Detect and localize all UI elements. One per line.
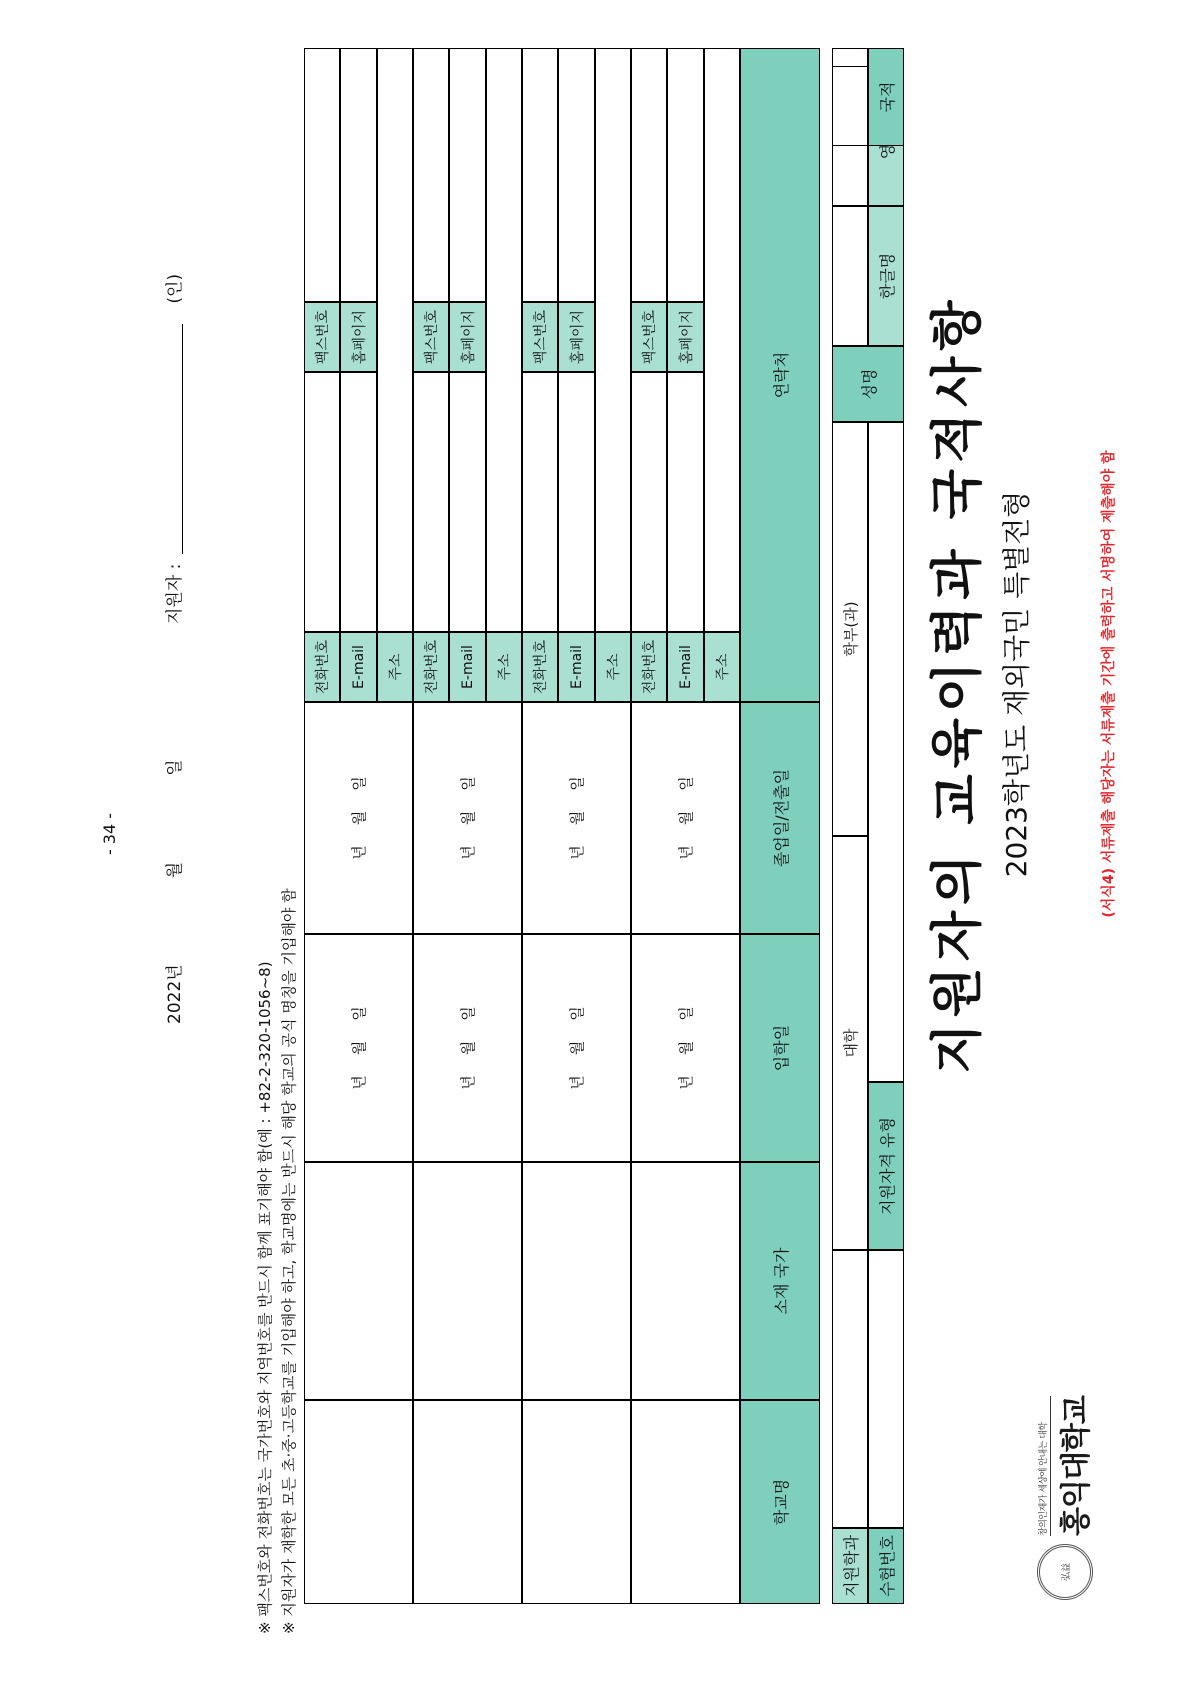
phone-label: 전화번호 (413, 632, 449, 702)
school-name-cell[interactable] (522, 1400, 631, 1604)
email-label: E-mail (340, 632, 377, 702)
fax-input[interactable] (631, 48, 667, 302)
qual-type-label: 지원자격 유형 (868, 1082, 904, 1250)
university-seal-icon: 弘益 (1037, 1544, 1093, 1600)
entry-date-cell[interactable]: 년 월 일 (304, 934, 413, 1162)
phone-input[interactable] (522, 372, 558, 632)
signature-seal: (인) (165, 273, 185, 304)
school-name-cell[interactable] (631, 1400, 740, 1604)
page-subtitle: 2023학년도 재외국민 특별전형 (1000, 490, 1033, 878)
submission-notice: (서식4) 서류제출 해당자는 서류제출 기간에 출력하고 서명하여 제출해야 함 (1101, 450, 1117, 918)
homepage-label: 홈페이지 (449, 302, 486, 372)
korean-name-label: 한글명 (868, 206, 904, 346)
entry-date-cell[interactable]: 년 월 일 (631, 934, 740, 1162)
school-name-header: 학교명 (740, 1400, 820, 1604)
school-name-cell[interactable] (304, 1400, 413, 1604)
education-history-table (304, 48, 820, 1604)
dept-label: 지원학과 (832, 1528, 868, 1604)
phone-input[interactable] (631, 372, 667, 632)
signature-line[interactable] (162, 324, 183, 554)
faculty-field[interactable]: 학부(과) (832, 422, 868, 836)
fax-input[interactable] (522, 48, 558, 302)
signature-label: 지원자 : (165, 563, 185, 624)
email-input[interactable] (558, 372, 595, 632)
history-row (631, 48, 740, 1604)
phone-input[interactable] (304, 372, 340, 632)
dept-input[interactable] (832, 1250, 868, 1528)
phone-input[interactable] (413, 372, 449, 632)
exam-no-input[interactable] (868, 1250, 904, 1528)
country-cell[interactable] (631, 1162, 740, 1400)
note-school-names: ※ 지원자가 재학한 모든 초·중·고등학교를 기입해야 하고, 학교명에는 반드시 해당 학교의 공식 명칭을 기입해야 함 (280, 888, 298, 1634)
fax-label: 팩스번호 (304, 302, 340, 372)
fax-label: 팩스번호 (631, 302, 667, 372)
history-row (413, 48, 522, 1604)
entry-date-header: 입학일 (740, 934, 820, 1162)
university-logo (1030, 1280, 1100, 1600)
page-title: 지원자의 교육이력과 국적사항 (928, 294, 988, 1074)
college-field[interactable]: 대학 (832, 836, 868, 1250)
phone-label: 전화번호 (304, 632, 340, 702)
country-cell[interactable] (522, 1162, 631, 1400)
fax-input[interactable] (413, 48, 449, 302)
country-cell[interactable] (304, 1162, 413, 1400)
submission-date (160, 759, 185, 1024)
exit-date-header: 졸업일/전출일 (740, 702, 820, 934)
address-label: 주소 (377, 632, 413, 702)
fax-input[interactable] (304, 48, 340, 302)
korean-name-input[interactable] (832, 206, 868, 346)
exit-date-cell[interactable]: 년 월 일 (304, 702, 413, 934)
nationality-label: 국적 (868, 48, 904, 146)
entry-date-cell[interactable]: 년 월 일 (522, 934, 631, 1162)
homepage-input[interactable] (449, 48, 486, 302)
university-slogan: 창의인재가 세상에 안내는 대학 (1036, 1396, 1051, 1536)
page-number: - 34 - (100, 812, 119, 856)
email-input[interactable] (449, 372, 486, 632)
note-phone-format: ※ 팩스번호와 전화번호는 국가번호와 지역번호를 반드시 함께 표기해야 함(예 : +82-2-320-1056~8) (256, 961, 274, 1634)
homepage-input[interactable] (667, 48, 704, 302)
email-label: E-mail (558, 632, 595, 702)
date-month: 월 (165, 861, 185, 879)
contact-header: 연락처 (740, 48, 820, 702)
email-input[interactable] (340, 372, 377, 632)
address-label: 주소 (595, 632, 631, 702)
address-input[interactable] (486, 48, 522, 632)
homepage-input[interactable] (558, 48, 595, 302)
exit-date-cell[interactable]: 년 월 일 (413, 702, 522, 934)
university-name: 홍익대학교 (1058, 1396, 1094, 1536)
country-cell[interactable] (413, 1162, 522, 1400)
history-row (522, 48, 631, 1604)
email-label: E-mail (667, 632, 704, 702)
exit-date-cell[interactable]: 년 월 일 (522, 702, 631, 934)
fax-label: 팩스번호 (413, 302, 449, 372)
homepage-input[interactable] (340, 48, 377, 302)
homepage-label: 홈페이지 (340, 302, 377, 372)
address-input[interactable] (595, 48, 631, 632)
nationality-input[interactable] (832, 48, 868, 146)
address-label: 주소 (486, 632, 522, 702)
school-name-cell[interactable] (413, 1400, 522, 1604)
phone-label: 전화번호 (631, 632, 667, 702)
entry-date-cell[interactable]: 년 월 일 (413, 934, 522, 1162)
name-label: 성명 (832, 346, 904, 422)
date-day: 일 (165, 759, 185, 776)
exam-no-label: 수험번호 (868, 1528, 904, 1604)
homepage-label: 홈페이지 (667, 302, 704, 372)
address-input[interactable] (377, 48, 413, 632)
exit-date-cell[interactable]: 년 월 일 (631, 702, 740, 934)
fax-label: 팩스번호 (522, 302, 558, 372)
email-label: E-mail (449, 632, 486, 702)
address-input[interactable] (704, 48, 740, 632)
signature-block (160, 274, 185, 624)
applicant-info-table (832, 66, 904, 1604)
qual-type-input[interactable] (868, 422, 904, 1082)
email-input[interactable] (667, 372, 704, 632)
country-header: 소재 국가 (740, 1162, 820, 1400)
address-label: 주소 (704, 632, 740, 702)
homepage-label: 홈페이지 (558, 302, 595, 372)
date-year: 2022년 (165, 964, 185, 1024)
history-row (304, 48, 413, 1604)
phone-label: 전화번호 (522, 632, 558, 702)
